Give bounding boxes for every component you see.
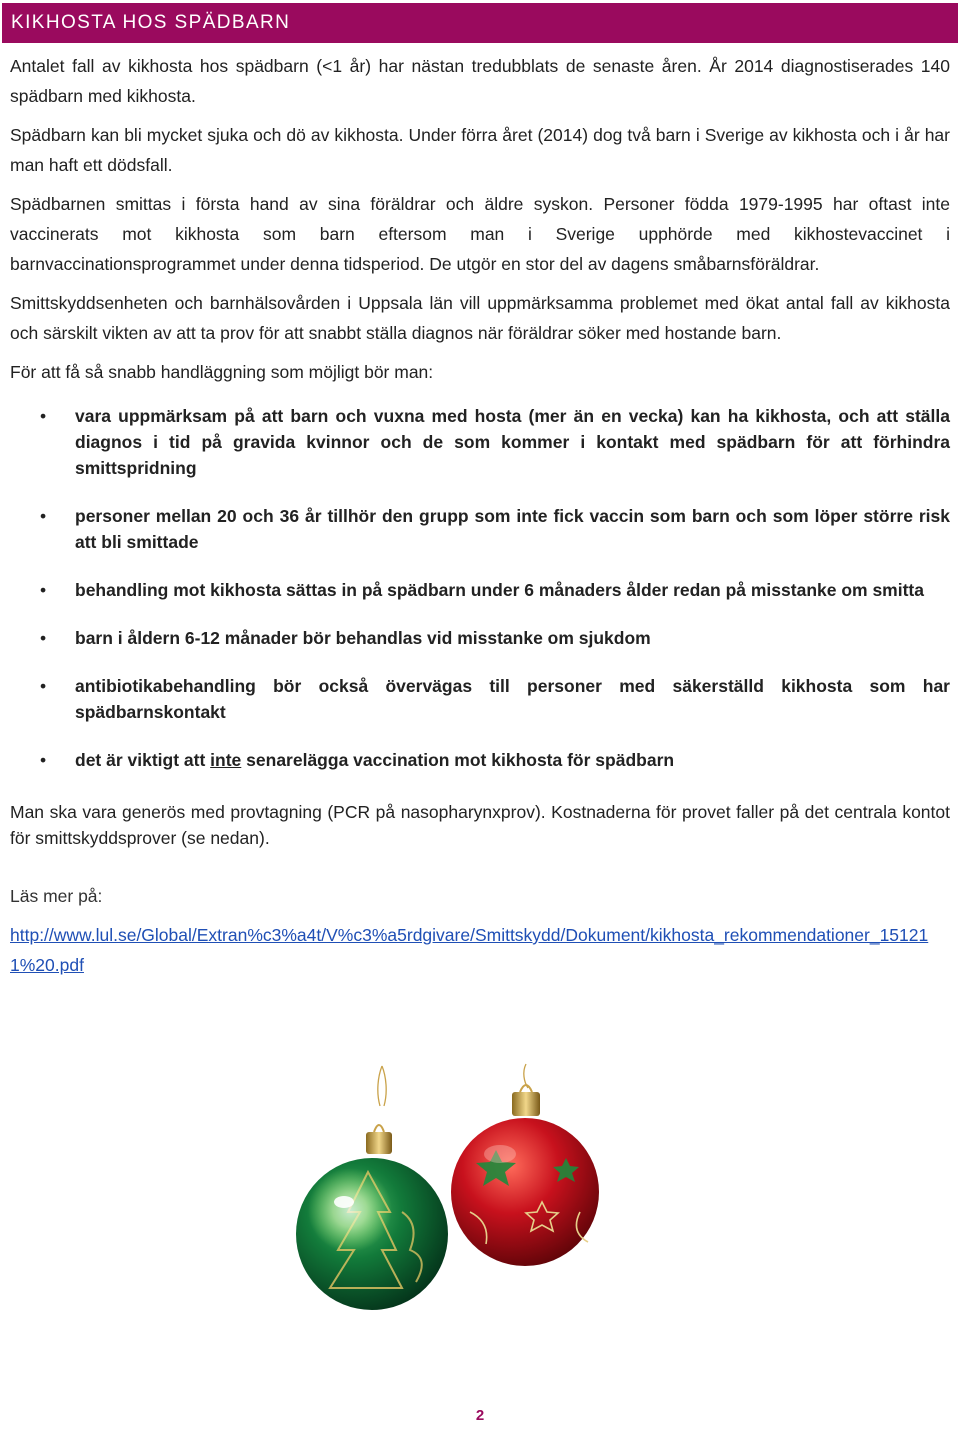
paragraph-awareness: Smittskyddsenheten och barnhälsovården i Uppsala län vill uppmärksamma problemet med ökat antal fall av kikhosta och särskilt vikten av att ta prov för att snabbt ställa diagnos när föräldrar söker med hostande barn. bbox=[10, 293, 950, 343]
list-item-text: behandling mot kikhosta sättas in på spädbarn under 6 månaders ålder redan på misstanke om smitta bbox=[75, 580, 924, 600]
list-item bbox=[10, 747, 950, 773]
bullet-icon: • bbox=[40, 580, 47, 600]
list-item bbox=[10, 503, 950, 555]
paragraph-testing: Man ska vara generös med provtagning (PCR på nasopharynxprov). Kostnaderna för provet faller på det centrala kontot för smittskyddsprover (se nedan). bbox=[10, 802, 950, 848]
paragraph-transmission: Spädbarnen smittas i första hand av sina föräldrar och äldre syskon. Personer födda 1979-1995 har oftast inte vaccinerats mot kikhosta som barn eftersom man i Sverige upphörde med kikhostevaccinet i barnvaccinationsprogrammet under denna tidsperiod. De utgör en stor del av dagens småbarnsföräldrar. bbox=[10, 194, 950, 274]
list-item-text-pre: det är viktigt att bbox=[75, 750, 211, 770]
bullet-icon: • bbox=[40, 406, 47, 426]
page-number: 2 bbox=[475, 1407, 485, 1424]
list-item bbox=[10, 403, 950, 481]
recommendation-list bbox=[10, 403, 950, 773]
bullet-icon: • bbox=[40, 628, 47, 648]
paragraph-severity: Spädbarn kan bli mycket sjuka och dö av kikhosta. Under förra året (2014) dog två barn i Sverige av kikhosta och i år har man haft ett dödsfall. bbox=[10, 125, 950, 175]
list-item-text: personer mellan 20 och 36 år tillhör den grupp som inte fick vaccin som barn och som löper större risk att bli smittade bbox=[75, 506, 950, 552]
list-item bbox=[10, 577, 950, 603]
list-item-text: antibiotikabehandling bör också övervägas till personer med säkerställd kikhosta som har spädbarnskontakt bbox=[75, 676, 950, 722]
green-ornament bbox=[296, 1066, 448, 1310]
read-more-label: Läs mer på: bbox=[10, 886, 103, 906]
section-header bbox=[2, 3, 958, 43]
bullet-icon: • bbox=[40, 676, 47, 696]
guideline-link[interactable]: http://www.lul.se/Global/Extran%c3%a4t/V%c3%a5rdgivare/Smittskydd/Dokument/kikhosta_rekommendationer_151211%20.pdf bbox=[10, 925, 929, 975]
list-item-text: barn i åldern 6-12 månader bör behandlas vid misstanke om sjukdom bbox=[75, 628, 651, 648]
list-item-text-post: senarelägga vaccination mot kikhosta för spädbarn bbox=[241, 750, 675, 770]
bullet-icon: • bbox=[40, 750, 47, 770]
paragraph-bullet-intro: För att få så snabb handläggning som möjligt bör man: bbox=[10, 362, 434, 382]
list-item-text: vara uppmärksam på att barn och vuxna med hosta (mer än en vecka) kan ha kikhosta, och att ställa diagnos i tid på gravida kvinnor och de som kommer i kontakt med spädbarn för att förhindra smittspridning bbox=[75, 406, 950, 478]
section-title: KIKHOSTA HOS SPÄDBARN bbox=[11, 12, 291, 33]
list-item bbox=[10, 673, 950, 725]
document-body bbox=[10, 51, 950, 989]
emphasis-not: inte bbox=[210, 750, 242, 770]
paragraph-incidence: Antalet fall av kikhosta hos spädbarn (<1 år) har nästan tredubblats de senaste åren. År 2014 diagnostiserades 140 spädbarn med kikhosta. bbox=[10, 56, 950, 106]
christmas-ornaments-image bbox=[290, 1062, 610, 1327]
list-item bbox=[10, 625, 950, 651]
red-ornament bbox=[451, 1064, 599, 1266]
bullet-icon: • bbox=[40, 506, 47, 526]
